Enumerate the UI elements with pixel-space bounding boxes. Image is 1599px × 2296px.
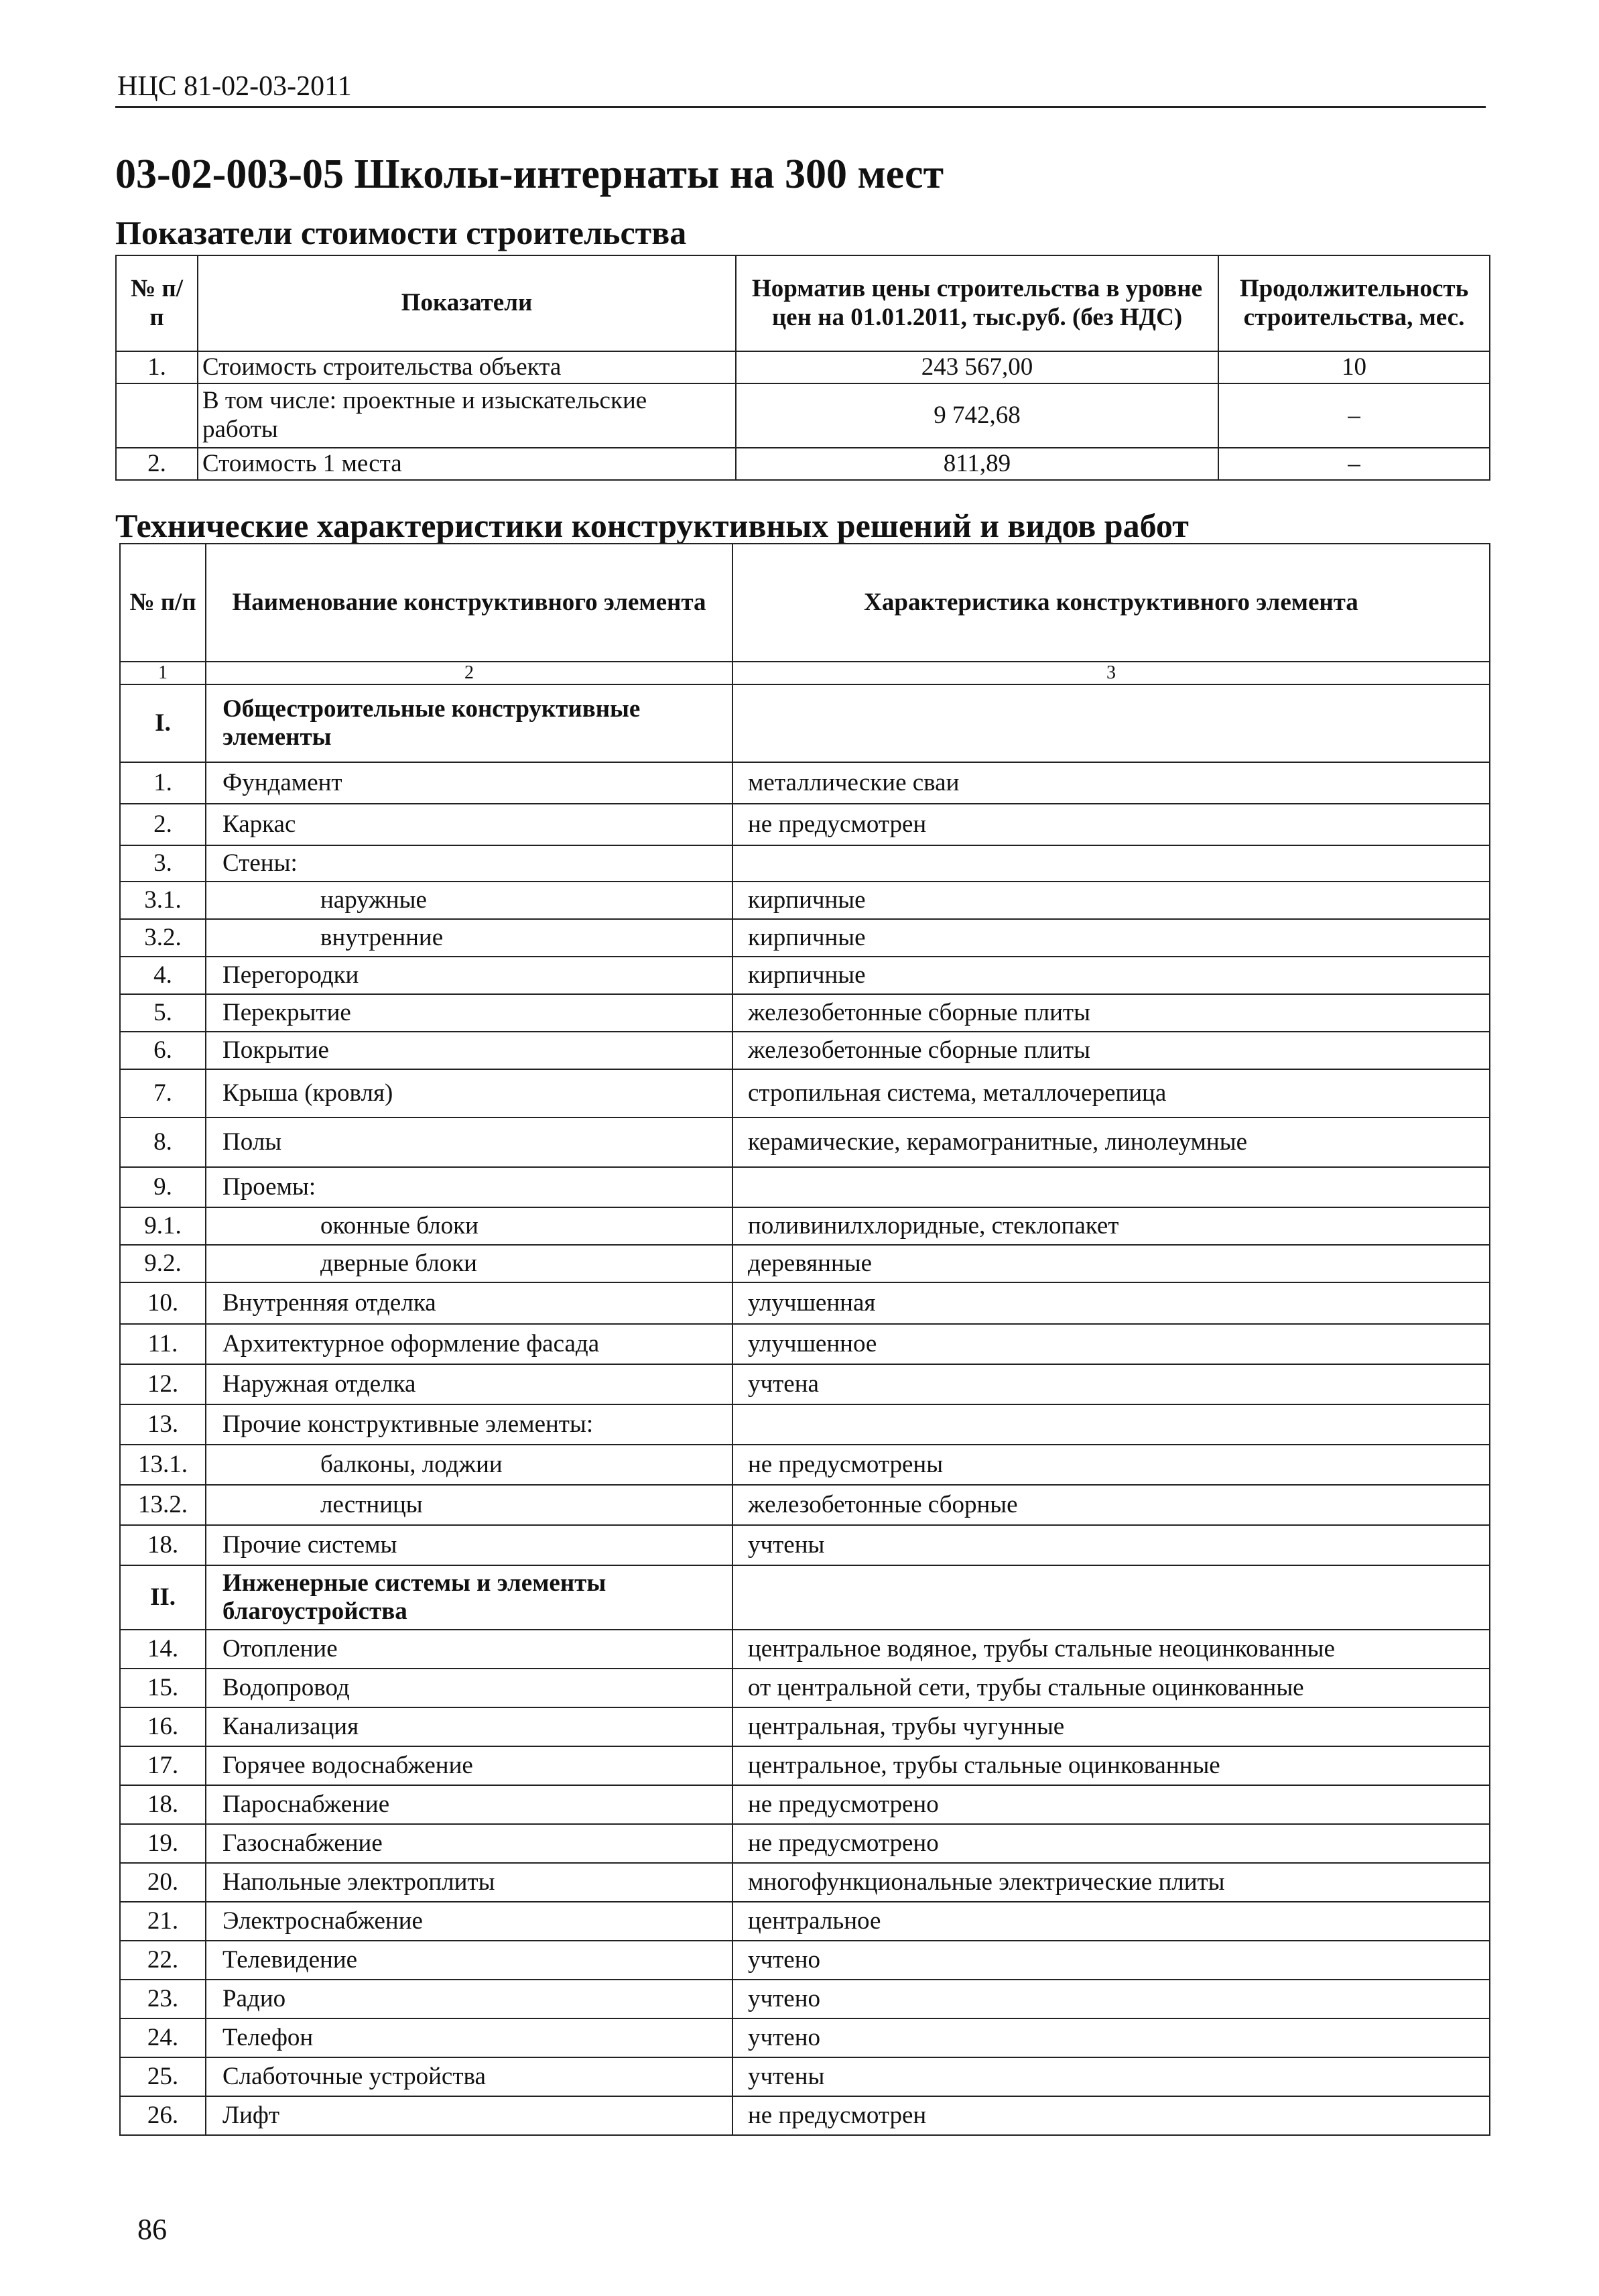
table-row (120, 1282, 1490, 1324)
row-number: 15. (120, 1669, 206, 1707)
element-name: Прочие конструктивные элементы: (206, 1404, 732, 1445)
element-name: Канализация (206, 1707, 732, 1746)
row-price: 9 742,68 (736, 383, 1218, 448)
tech-table (119, 543, 1490, 2136)
element-name: Перекрытие (206, 994, 732, 1032)
element-name: Каркас (206, 804, 732, 845)
element-characteristic: не предусмотрен (732, 2096, 1490, 2135)
document-code: НЦС 81-02-03-2011 (117, 71, 352, 102)
element-name: Горячее водоснабжение (206, 1746, 732, 1785)
table-row (120, 2018, 1490, 2057)
element-characteristic: не предусмотрены (732, 1445, 1490, 1485)
row-duration: – (1218, 448, 1490, 480)
col-header-number: № п/п (116, 255, 198, 351)
element-name: Покрытие (206, 1032, 732, 1069)
table-row (120, 804, 1490, 845)
element-name: Радио (206, 1980, 732, 2018)
table-row (120, 1117, 1490, 1167)
element-name: оконные блоки (206, 1207, 732, 1245)
table-row (120, 1863, 1490, 1902)
element-characteristic: учтено (732, 1980, 1490, 2018)
cost-table (115, 255, 1490, 481)
table-row (116, 383, 1490, 448)
element-characteristic: железобетонные сборные (732, 1485, 1490, 1525)
column-number: 2 (206, 662, 732, 684)
row-duration: – (1218, 383, 1490, 448)
element-characteristic: многофункциональные электрические плиты (732, 1863, 1490, 1902)
row-number: 18. (120, 1785, 206, 1824)
row-number: 9. (120, 1167, 206, 1207)
element-characteristic: железобетонные сборные плиты (732, 1032, 1490, 1069)
element-characteristic: улучшенная (732, 1282, 1490, 1324)
row-number: 11. (120, 1324, 206, 1364)
element-name: лестницы (206, 1485, 732, 1525)
element-characteristic: не предусмотрено (732, 1824, 1490, 1863)
element-characteristic: не предусмотрен (732, 804, 1490, 845)
page-title: 03-02-003-05 Школы-интернаты на 300 мест (115, 152, 944, 197)
element-name: Прочие системы (206, 1525, 732, 1565)
table-row (120, 1941, 1490, 1980)
table-row (120, 1824, 1490, 1863)
table-row (120, 1167, 1490, 1207)
element-name: Отопление (206, 1630, 732, 1669)
element-characteristic: центральное водяное, трубы стальные неоцинкованные (732, 1630, 1490, 1669)
table-row (120, 994, 1490, 1032)
row-number: 4. (120, 957, 206, 994)
element-characteristic: учтено (732, 2018, 1490, 2057)
row-number: 9.2. (120, 1245, 206, 1282)
table-row (120, 1669, 1490, 1707)
element-characteristic: поливинилхлоридные, стеклопакет (732, 1207, 1490, 1245)
row-number: 3.2. (120, 919, 206, 957)
element-name: Перегородки (206, 957, 732, 994)
table-row (120, 2057, 1490, 2096)
element-name: Общестроительные конструктивные элементы (206, 684, 732, 762)
row-number: 7. (120, 1069, 206, 1117)
col-header-indicator: Показатели (198, 255, 736, 351)
table-row (120, 1032, 1490, 1069)
element-name: Полы (206, 1117, 732, 1167)
element-name: Внутренняя отделка (206, 1282, 732, 1324)
table-row (120, 2096, 1490, 2135)
element-characteristic: кирпичные (732, 882, 1490, 919)
table-row (116, 351, 1490, 383)
element-characteristic: центральное, трубы стальные оцинкованные (732, 1746, 1490, 1785)
column-number: 3 (732, 662, 1490, 684)
row-number: 8. (120, 1117, 206, 1167)
element-name: дверные блоки (206, 1245, 732, 1282)
element-name: Стены: (206, 845, 732, 882)
table-row (120, 1485, 1490, 1525)
element-name: Наружная отделка (206, 1364, 732, 1404)
section-row (120, 1565, 1490, 1630)
row-number: 9.1. (120, 1207, 206, 1245)
element-characteristic: кирпичные (732, 919, 1490, 957)
row-duration: 10 (1218, 351, 1490, 383)
row-number: 3. (120, 845, 206, 882)
table-row (120, 762, 1490, 804)
element-characteristic: от центральной сети, трубы стальные оцинкованные (732, 1669, 1490, 1707)
row-price: 811,89 (736, 448, 1218, 480)
table-row (120, 1404, 1490, 1445)
element-characteristic: учтены (732, 1525, 1490, 1565)
row-number: 1. (120, 762, 206, 804)
page-number: 86 (137, 2213, 167, 2246)
row-number: 16. (120, 1707, 206, 1746)
element-name: Проемы: (206, 1167, 732, 1207)
row-number: 13.1. (120, 1445, 206, 1485)
element-name: внутренние (206, 919, 732, 957)
table-row (120, 1207, 1490, 1245)
cost-section-heading: Показатели стоимости строительства (115, 214, 687, 251)
table-row (120, 1245, 1490, 1282)
row-number: 25. (120, 2057, 206, 2096)
row-number: 3.1. (120, 882, 206, 919)
element-characteristic: деревянные (732, 1245, 1490, 1282)
element-name: Фундамент (206, 762, 732, 804)
row-number: 6. (120, 1032, 206, 1069)
element-characteristic (732, 1565, 1490, 1630)
table-row (120, 919, 1490, 957)
element-characteristic (732, 684, 1490, 762)
element-characteristic: центральное (732, 1902, 1490, 1941)
section-row (120, 684, 1490, 762)
row-number: II. (120, 1565, 206, 1630)
element-characteristic: улучшенное (732, 1324, 1490, 1364)
row-number: 14. (120, 1630, 206, 1669)
row-number (116, 383, 198, 448)
row-number: 19. (120, 1824, 206, 1863)
row-number: 2. (120, 804, 206, 845)
row-number: 13. (120, 1404, 206, 1445)
row-price: 243 567,00 (736, 351, 1218, 383)
row-number: 12. (120, 1364, 206, 1404)
row-number: 1. (116, 351, 198, 383)
element-name: Водопровод (206, 1669, 732, 1707)
col-header-characteristic: Характеристика конструктивного элемента (732, 544, 1490, 662)
column-numbers-row (120, 662, 1490, 684)
row-number: 13.2. (120, 1485, 206, 1525)
row-number: I. (120, 684, 206, 762)
table-row (120, 1785, 1490, 1824)
row-number: 24. (120, 2018, 206, 2057)
row-number: 5. (120, 994, 206, 1032)
table-row (120, 1069, 1490, 1117)
column-number: 1 (120, 662, 206, 684)
element-name: Газоснабжение (206, 1824, 732, 1863)
table-row (120, 1707, 1490, 1746)
tech-section-heading: Технические характеристики конструктивных решений и видов работ (115, 507, 1189, 544)
element-name: наружные (206, 882, 732, 919)
element-name: Слаботочные устройства (206, 2057, 732, 2096)
element-name: Электроснабжение (206, 1902, 732, 1941)
table-row (120, 1746, 1490, 1785)
element-characteristic: не предусмотрено (732, 1785, 1490, 1824)
element-characteristic: металлические сваи (732, 762, 1490, 804)
table-row (120, 1980, 1490, 2018)
row-number: 21. (120, 1902, 206, 1941)
row-number: 2. (116, 448, 198, 480)
element-characteristic: учтены (732, 2057, 1490, 2096)
element-name: Пароснабжение (206, 1785, 732, 1824)
element-characteristic: керамические, керамогранитные, линолеумные (732, 1117, 1490, 1167)
element-characteristic: центральная, трубы чугунные (732, 1707, 1490, 1746)
row-number: 10. (120, 1282, 206, 1324)
element-characteristic (732, 1404, 1490, 1445)
element-characteristic (732, 1167, 1490, 1207)
table-row (120, 1364, 1490, 1404)
col-header-price: Норматив цены строительства в уровне цен на 01.01.2011, тыс.руб. (без НДС) (736, 255, 1218, 351)
row-label: Стоимость строительства объекта (198, 351, 736, 383)
element-name: Телевидение (206, 1941, 732, 1980)
cost-table-header (116, 255, 1490, 351)
element-characteristic: железобетонные сборные плиты (732, 994, 1490, 1032)
element-name: Телефон (206, 2018, 732, 2057)
element-name: Напольные электроплиты (206, 1863, 732, 1902)
element-name: Лифт (206, 2096, 732, 2135)
table-row (120, 1630, 1490, 1669)
table-row (120, 957, 1490, 994)
table-row (120, 1445, 1490, 1485)
element-characteristic: кирпичные (732, 957, 1490, 994)
tech-table-header (120, 544, 1490, 662)
col-header-element-name: Наименование конструктивного элемента (206, 544, 732, 662)
col-header-number: № п/п (120, 544, 206, 662)
col-header-duration: Продолжительность строительства, мес. (1218, 255, 1490, 351)
row-number: 22. (120, 1941, 206, 1980)
element-name: балконы, лоджии (206, 1445, 732, 1485)
row-number: 20. (120, 1863, 206, 1902)
table-row (120, 845, 1490, 882)
table-row (116, 448, 1490, 480)
element-name: Инженерные системы и элементы благоустройства (206, 1565, 732, 1630)
table-row (120, 1324, 1490, 1364)
element-characteristic: учтена (732, 1364, 1490, 1404)
element-name: Архитектурное оформление фасада (206, 1324, 732, 1364)
row-number: 17. (120, 1746, 206, 1785)
element-name: Крыша (кровля) (206, 1069, 732, 1117)
row-number: 18. (120, 1525, 206, 1565)
table-row (120, 1525, 1490, 1565)
header-divider (115, 106, 1486, 108)
element-characteristic: стропильная система, металлочерепица (732, 1069, 1490, 1117)
element-characteristic: учтено (732, 1941, 1490, 1980)
row-label: В том числе: проектные и изыскательские работы (198, 383, 736, 448)
table-row (120, 1902, 1490, 1941)
element-characteristic (732, 845, 1490, 882)
row-number: 23. (120, 1980, 206, 2018)
table-row (120, 882, 1490, 919)
row-label: Стоимость 1 места (198, 448, 736, 480)
row-number: 26. (120, 2096, 206, 2135)
